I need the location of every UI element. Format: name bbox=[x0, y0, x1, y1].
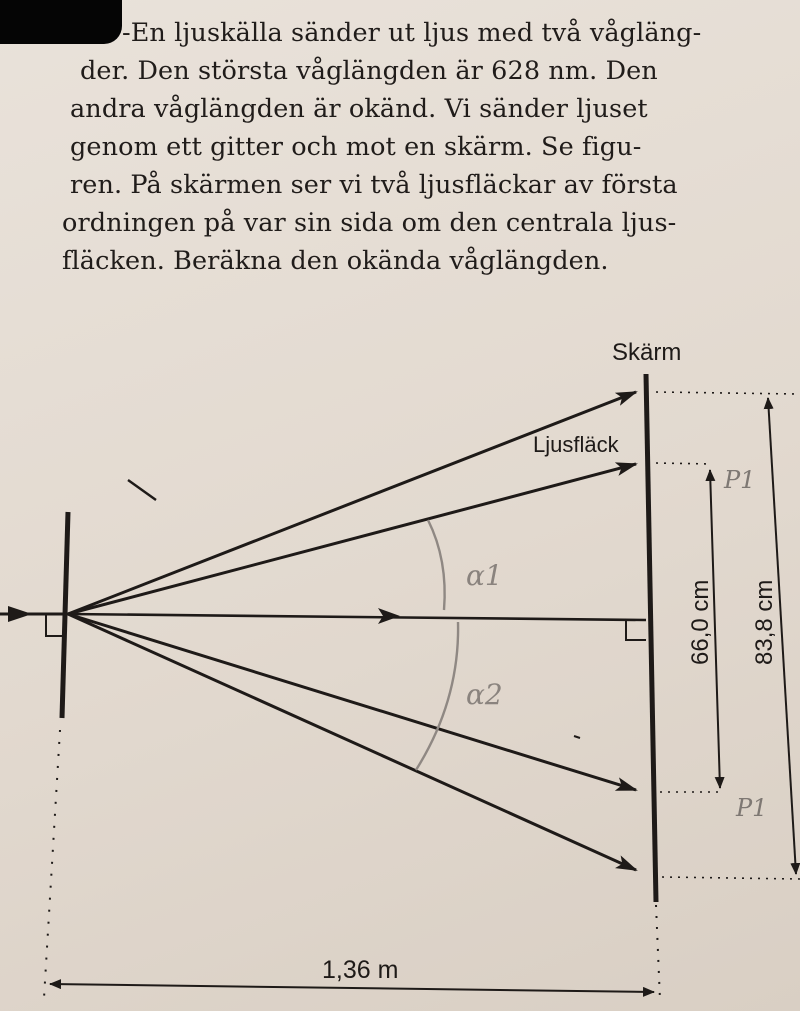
angle1-label: α1 bbox=[466, 559, 503, 592]
incoming-arrowhead bbox=[8, 606, 32, 622]
ray-bottom-inner bbox=[68, 614, 636, 790]
dim-outer-label: 83,8 cm bbox=[751, 579, 778, 665]
ray-top-inner bbox=[68, 464, 636, 614]
pencil-mark bbox=[574, 736, 580, 738]
right-angle-mark bbox=[46, 614, 64, 636]
handwritten-p1-top: P1 bbox=[724, 466, 756, 494]
problem-line: fläcken. Beräkna den okända våglängden. bbox=[62, 246, 609, 276]
dim-inner-label: 66,0 cm bbox=[687, 579, 714, 665]
dotted-right-vertical bbox=[656, 905, 660, 1000]
dotted-left-vertical bbox=[44, 730, 60, 998]
problem-line: ren. På skärmen ser vi två ljusfläckar av första bbox=[70, 170, 678, 200]
handwritten-p1-bottom: P1 bbox=[736, 794, 768, 822]
dotted-top-outer bbox=[656, 392, 796, 394]
right-angle-mark-screen bbox=[626, 620, 646, 640]
dotted-top-inner bbox=[656, 463, 712, 464]
dotted-bottom-outer bbox=[662, 877, 800, 879]
spot-label: Ljusfläck bbox=[533, 432, 619, 457]
angle-arc-2 bbox=[416, 622, 458, 770]
problem-line: andra våglängden är okänd. Vi sänder ljuset bbox=[70, 94, 648, 124]
problem-line: ordningen på var sin sida om den centrala ljus- bbox=[62, 208, 677, 238]
angle2-label: α2 bbox=[466, 678, 503, 711]
ray-bottom-outer bbox=[68, 614, 636, 870]
angle-arc-1 bbox=[428, 520, 445, 610]
screen-line bbox=[646, 374, 656, 902]
ray-top-outer bbox=[68, 392, 636, 614]
screen-label: Skärm bbox=[612, 339, 682, 366]
dim-distance-arrow bbox=[50, 984, 654, 992]
dim-distance-label: 1,36 m bbox=[322, 956, 399, 984]
ray-central bbox=[68, 614, 646, 620]
problem-line: genom ett gitter och mot en skärm. Se figu- bbox=[70, 132, 642, 162]
pencil-mark bbox=[128, 480, 156, 500]
problem-line: der. Den största våglängden är 628 nm. Den bbox=[80, 56, 658, 86]
problem-line: -En ljuskälla sänder ut ljus med två vågläng- bbox=[122, 18, 702, 48]
